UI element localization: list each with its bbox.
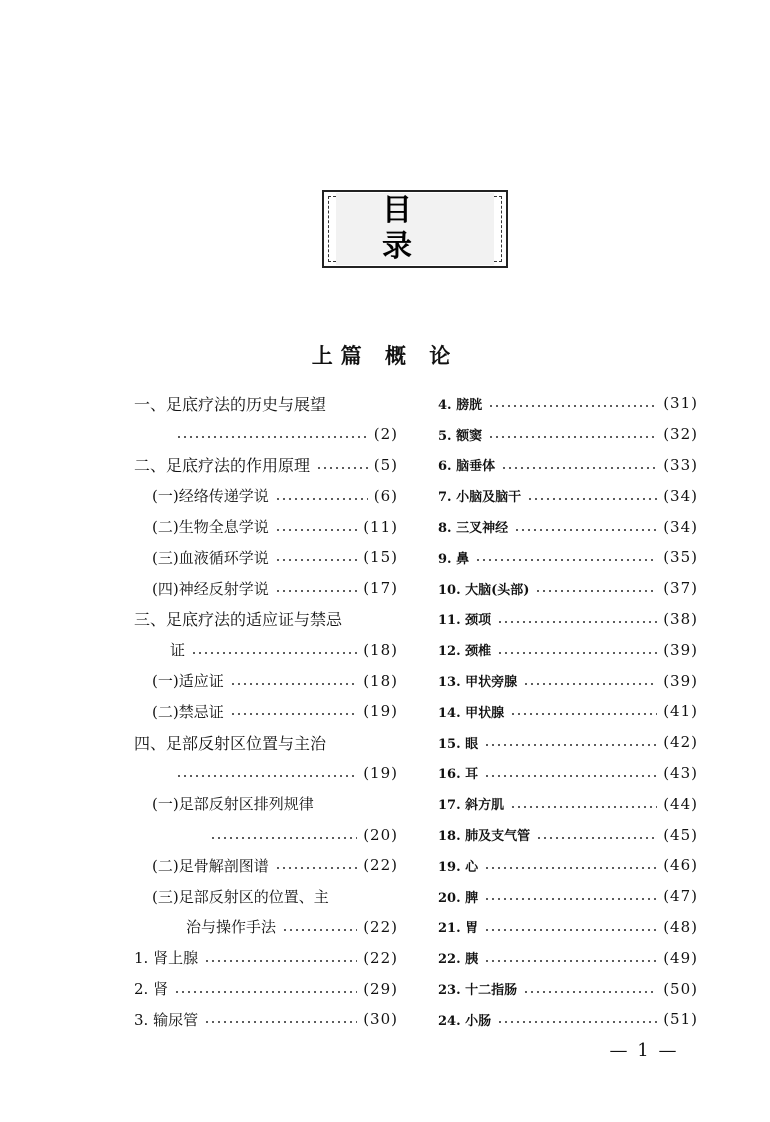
toc-entry[interactable]: (二)足骨解剖图谱 (22): [152, 856, 398, 875]
toc-entry[interactable]: 20. 脾 (47): [438, 887, 698, 906]
toc-entry[interactable]: (一)经络传递学说 (6): [152, 486, 398, 506]
page-number: — 1 —: [609, 1040, 679, 1061]
toc-entry[interactable]: 四、足部反射区位置与主治: [134, 733, 327, 753]
toc-entry[interactable]: (三)血液循环学说 (15): [152, 548, 398, 567]
toc-entry[interactable]: (一)适应证 (18): [152, 671, 398, 691]
toc-entry[interactable]: 2. 肾 (29): [134, 979, 398, 999]
toc-entry[interactable]: 17. 斜方肌 (44): [438, 794, 698, 814]
toc-entry[interactable]: (20): [134, 819, 398, 850]
toc-entry[interactable]: 22. 胰 (49): [438, 948, 698, 968]
title-frame: [322, 190, 508, 268]
toc-entry[interactable]: 5. 额窦 (32): [438, 425, 698, 444]
toc-entry[interactable]: 13. 甲状旁腺 (39): [438, 671, 698, 691]
toc-entry[interactable]: 18. 肺及支气管 (45): [438, 825, 698, 845]
toc-entry[interactable]: 3. 输尿管 (30): [134, 1010, 398, 1029]
toc-entry[interactable]: 8. 三叉神经 (34): [438, 517, 698, 537]
toc-entry[interactable]: 6. 脑垂体 (33): [438, 455, 698, 475]
title-pattern: [336, 193, 494, 264]
toc-entry[interactable]: (19): [134, 758, 398, 789]
toc-entry[interactable]: 一、足底疗法的历史与展望: [134, 394, 327, 414]
page-title: 目录: [336, 193, 494, 265]
toc-entry[interactable]: 7. 小脑及脑干 (34): [438, 486, 698, 506]
toc-entry[interactable]: 23. 十二指肠 (50): [438, 979, 698, 999]
toc-right-column: [438, 388, 698, 1035]
toc-entry[interactable]: 治与操作手法 (22): [186, 917, 398, 937]
toc-entry[interactable]: 11. 颈项 (38): [438, 609, 698, 629]
toc-entry[interactable]: 21. 胃 (48): [438, 917, 698, 937]
toc-entry[interactable]: 9. 鼻 (35): [438, 548, 698, 567]
toc-entry[interactable]: (二)生物全息学说 (11): [152, 517, 398, 537]
toc-entry[interactable]: 24. 小肠 (51): [438, 1010, 698, 1029]
section-title: 上篇 概 论: [311, 344, 459, 368]
toc-entry[interactable]: (一)足部反射区排列规律: [152, 795, 314, 814]
toc-left-column: [134, 388, 398, 1035]
toc-entry[interactable]: 15. 眼 (42): [438, 733, 698, 752]
toc-entry[interactable]: 二、足底疗法的作用原理 (5): [134, 455, 398, 476]
toc-entry[interactable]: (二)禁忌证 (19): [152, 702, 398, 721]
toc-entry[interactable]: 三、足底疗法的适应证与禁忌: [134, 610, 343, 630]
toc-entry[interactable]: 4. 膀胱 (31): [438, 394, 698, 413]
toc-entry[interactable]: 19. 心 (46): [438, 856, 698, 875]
toc-entry[interactable]: (三)足部反射区的位置、主: [152, 887, 329, 906]
toc-entry[interactable]: (四)神经反射学说 (17): [152, 579, 398, 598]
toc-entry[interactable]: 12. 颈椎 (39): [438, 640, 698, 660]
toc-entry[interactable]: 14. 甲状腺 (41): [438, 702, 698, 721]
toc-entry[interactable]: 10. 大脑(头部) (37): [438, 579, 698, 598]
toc-entry[interactable]: (2): [134, 419, 398, 450]
toc-entry[interactable]: 证 (18): [170, 640, 398, 660]
toc-entry[interactable]: 16. 耳 (43): [438, 763, 698, 783]
toc-entry[interactable]: 1. 肾上腺 (22): [134, 948, 398, 968]
